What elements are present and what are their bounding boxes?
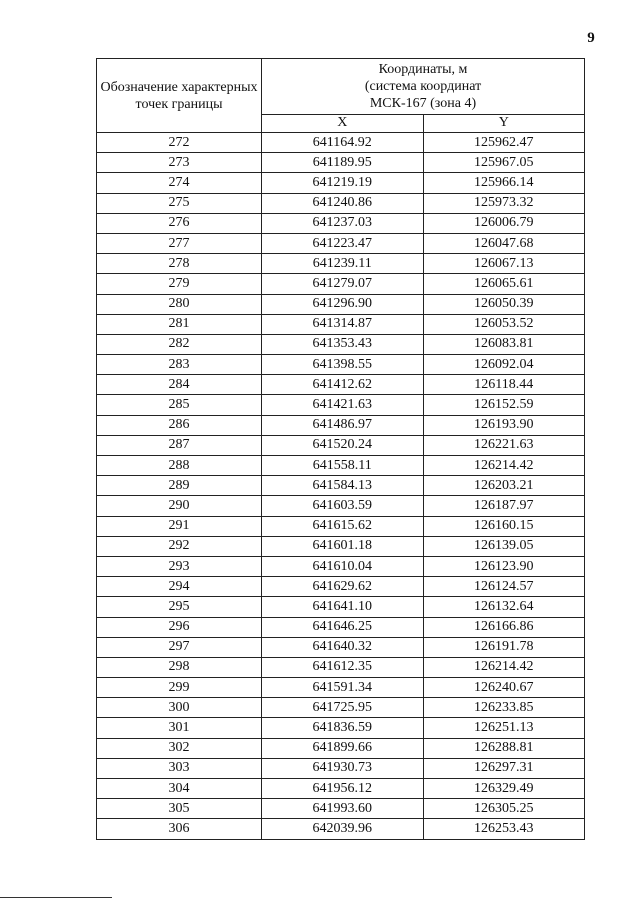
point-number-cell: 286 <box>97 415 262 435</box>
table-row <box>97 435 585 455</box>
table-row <box>97 173 585 193</box>
point-number-cell: 302 <box>97 738 262 758</box>
table-row <box>97 577 585 597</box>
point-number-cell: 289 <box>97 476 262 496</box>
y-coordinate-cell: 126123.90 <box>423 556 585 576</box>
table-row <box>97 375 585 395</box>
point-number-cell: 295 <box>97 597 262 617</box>
x-coordinate-cell: 641237.03 <box>262 213 424 233</box>
point-number-cell: 275 <box>97 193 262 213</box>
table-row <box>97 314 585 334</box>
header-x: X <box>262 114 424 132</box>
table-row <box>97 456 585 476</box>
point-number-cell: 290 <box>97 496 262 516</box>
table-row <box>97 193 585 213</box>
y-coordinate-cell: 125967.05 <box>423 153 585 173</box>
point-number-cell: 305 <box>97 799 262 819</box>
table-row <box>97 274 585 294</box>
table-row <box>97 516 585 536</box>
point-number-cell: 293 <box>97 556 262 576</box>
x-coordinate-cell: 641421.63 <box>262 395 424 415</box>
x-coordinate-cell: 641601.18 <box>262 536 424 556</box>
table-row <box>97 355 585 375</box>
point-number-cell: 274 <box>97 173 262 193</box>
y-coordinate-cell: 126053.52 <box>423 314 585 334</box>
table-row <box>97 395 585 415</box>
x-coordinate-cell: 641223.47 <box>262 233 424 253</box>
table-row <box>97 799 585 819</box>
x-coordinate-cell: 641899.66 <box>262 738 424 758</box>
table-row <box>97 819 585 839</box>
table-row <box>97 779 585 799</box>
x-coordinate-cell: 641353.43 <box>262 334 424 354</box>
header-y: Y <box>423 114 585 132</box>
page-number: 9 <box>587 30 595 46</box>
y-coordinate-cell: 126006.79 <box>423 213 585 233</box>
y-coordinate-cell: 126083.81 <box>423 334 585 354</box>
x-coordinate-cell: 641836.59 <box>262 718 424 738</box>
table-row <box>97 153 585 173</box>
y-coordinate-cell: 126047.68 <box>423 233 585 253</box>
table-row <box>97 657 585 677</box>
y-coordinate-cell: 126297.31 <box>423 758 585 778</box>
table-row <box>97 678 585 698</box>
x-coordinate-cell: 641603.59 <box>262 496 424 516</box>
x-coordinate-cell: 641610.04 <box>262 556 424 576</box>
point-number-cell: 298 <box>97 657 262 677</box>
table-row <box>97 536 585 556</box>
x-coordinate-cell: 641398.55 <box>262 355 424 375</box>
header-point-designation: Обозначение характерных точек границы <box>97 59 262 133</box>
y-coordinate-cell: 126214.42 <box>423 456 585 476</box>
point-number-cell: 273 <box>97 153 262 173</box>
y-coordinate-cell: 126187.97 <box>423 496 585 516</box>
table-row <box>97 476 585 496</box>
x-coordinate-cell: 641279.07 <box>262 274 424 294</box>
x-coordinate-cell: 641520.24 <box>262 435 424 455</box>
point-number-cell: 277 <box>97 233 262 253</box>
table-row <box>97 254 585 274</box>
x-coordinate-cell: 641640.32 <box>262 637 424 657</box>
point-number-cell: 281 <box>97 314 262 334</box>
point-number-cell: 304 <box>97 779 262 799</box>
table-row <box>97 334 585 354</box>
y-coordinate-cell: 126240.67 <box>423 678 585 698</box>
y-coordinate-cell: 126329.49 <box>423 779 585 799</box>
x-coordinate-cell: 641558.11 <box>262 456 424 476</box>
y-coordinate-cell: 126221.63 <box>423 435 585 455</box>
y-coordinate-cell: 126233.85 <box>423 698 585 718</box>
y-coordinate-cell: 126203.21 <box>423 476 585 496</box>
y-coordinate-cell: 126305.25 <box>423 799 585 819</box>
y-coordinate-cell: 126251.13 <box>423 718 585 738</box>
table-row <box>97 233 585 253</box>
x-coordinate-cell: 641612.35 <box>262 657 424 677</box>
y-coordinate-cell: 125962.47 <box>423 133 585 153</box>
table-row <box>97 637 585 657</box>
y-coordinate-cell: 126152.59 <box>423 395 585 415</box>
x-coordinate-cell: 641240.86 <box>262 193 424 213</box>
header-coordinates <box>262 59 585 115</box>
point-number-cell: 291 <box>97 516 262 536</box>
y-coordinate-cell: 126118.44 <box>423 375 585 395</box>
y-coordinate-cell: 126067.13 <box>423 254 585 274</box>
point-number-cell: 279 <box>97 274 262 294</box>
point-number-cell: 282 <box>97 334 262 354</box>
point-number-cell: 276 <box>97 213 262 233</box>
x-coordinate-cell: 641486.97 <box>262 415 424 435</box>
header-coordinates-zone: МСК-167 (зона 4) <box>369 95 477 111</box>
point-number-cell: 287 <box>97 435 262 455</box>
table-row <box>97 758 585 778</box>
point-number-cell: 285 <box>97 395 262 415</box>
x-coordinate-cell: 641615.62 <box>262 516 424 536</box>
header-coordinates-title: Координаты, м <box>378 61 468 77</box>
x-coordinate-cell: 641591.34 <box>262 678 424 698</box>
point-number-cell: 292 <box>97 536 262 556</box>
x-coordinate-cell: 641584.13 <box>262 476 424 496</box>
point-number-cell: 278 <box>97 254 262 274</box>
point-number-cell: 283 <box>97 355 262 375</box>
point-number-cell: 296 <box>97 617 262 637</box>
table-row <box>97 617 585 637</box>
table-row <box>97 597 585 617</box>
x-coordinate-cell: 641641.10 <box>262 597 424 617</box>
footnote-divider <box>0 897 112 898</box>
x-coordinate-cell: 641296.90 <box>262 294 424 314</box>
y-coordinate-cell: 126050.39 <box>423 294 585 314</box>
y-coordinate-cell: 126132.64 <box>423 597 585 617</box>
point-number-cell: 303 <box>97 758 262 778</box>
x-coordinate-cell: 641189.95 <box>262 153 424 173</box>
point-number-cell: 284 <box>97 375 262 395</box>
x-coordinate-cell: 641725.95 <box>262 698 424 718</box>
point-number-cell: 297 <box>97 637 262 657</box>
y-coordinate-cell: 125973.32 <box>423 193 585 213</box>
coordinates-table <box>96 58 585 840</box>
x-coordinate-cell: 641314.87 <box>262 314 424 334</box>
point-number-cell: 272 <box>97 133 262 153</box>
table-row <box>97 738 585 758</box>
point-number-cell: 300 <box>97 698 262 718</box>
x-coordinate-cell: 641993.60 <box>262 799 424 819</box>
table-row <box>97 698 585 718</box>
header-row-top <box>97 59 585 115</box>
y-coordinate-cell: 126288.81 <box>423 738 585 758</box>
point-number-cell: 301 <box>97 718 262 738</box>
x-coordinate-cell: 642039.96 <box>262 819 424 839</box>
y-coordinate-cell: 126065.61 <box>423 274 585 294</box>
table-header <box>97 59 585 133</box>
point-number-cell: 280 <box>97 294 262 314</box>
point-number-cell: 294 <box>97 577 262 597</box>
y-coordinate-cell: 126160.15 <box>423 516 585 536</box>
y-coordinate-cell: 126191.78 <box>423 637 585 657</box>
y-coordinate-cell: 126166.86 <box>423 617 585 637</box>
table-body <box>97 133 585 840</box>
x-coordinate-cell: 641930.73 <box>262 758 424 778</box>
table-row <box>97 415 585 435</box>
y-coordinate-cell: 126214.42 <box>423 657 585 677</box>
table-row <box>97 294 585 314</box>
x-coordinate-cell: 641412.62 <box>262 375 424 395</box>
y-coordinate-cell: 125966.14 <box>423 173 585 193</box>
table-row <box>97 133 585 153</box>
y-coordinate-cell: 126253.43 <box>423 819 585 839</box>
y-coordinate-cell: 126092.04 <box>423 355 585 375</box>
table-row <box>97 556 585 576</box>
point-number-cell: 299 <box>97 678 262 698</box>
point-number-cell: 288 <box>97 456 262 476</box>
x-coordinate-cell: 641219.19 <box>262 173 424 193</box>
y-coordinate-cell: 126193.90 <box>423 415 585 435</box>
table-row <box>97 213 585 233</box>
point-number-cell: 306 <box>97 819 262 839</box>
x-coordinate-cell: 641629.62 <box>262 577 424 597</box>
y-coordinate-cell: 126139.05 <box>423 536 585 556</box>
x-coordinate-cell: 641239.11 <box>262 254 424 274</box>
x-coordinate-cell: 641956.12 <box>262 779 424 799</box>
table-row <box>97 496 585 516</box>
x-coordinate-cell: 641164.92 <box>262 133 424 153</box>
header-coordinates-system: (система координат <box>364 78 482 94</box>
x-coordinate-cell: 641646.25 <box>262 617 424 637</box>
table-row <box>97 718 585 738</box>
y-coordinate-cell: 126124.57 <box>423 577 585 597</box>
